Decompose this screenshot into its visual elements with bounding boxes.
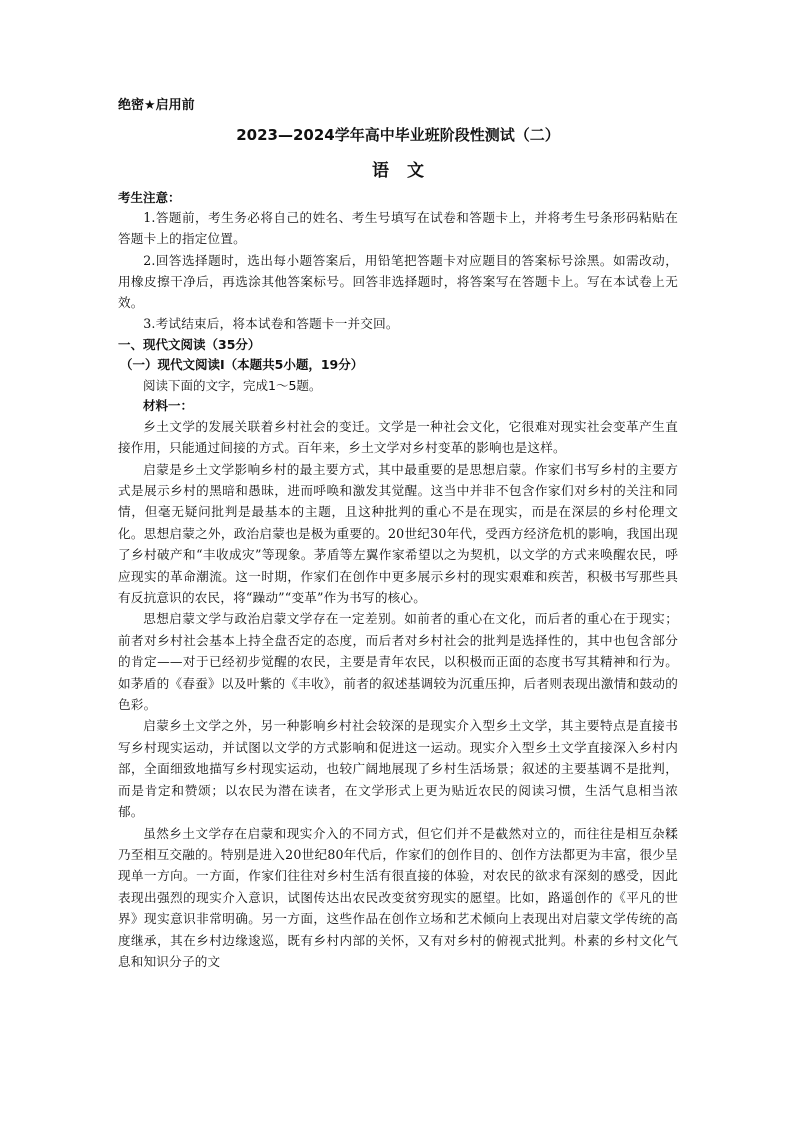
secret-mark: 绝密★启用前	[118, 98, 195, 113]
notice-item: 3.考试结束后，将本试卷和答题卡一并交回。	[143, 316, 399, 332]
notice-item: 2.回答选择题时，选出每小题答案后，用铅笔把答题卡对应题目的答案标号涂黑。如需改动，用橡皮擦干净后，再选涂其他答案标号。回答非选择题时，将答案写在答题卡上。写在本试卷上无效。	[118, 252, 678, 311]
passage-paragraph: 思想启蒙文学与政治启蒙文学存在一定差别。如前者的重心在文化，而后者的重心在于现实；前者对乡村社会基本上持全盘否定的态度，而后者对乡村社会的批判是选择性的，其中也包含部分的肯定——对于已经初步觉醒的农民，主要是青年农民，以积极而正面的态度书写其精神和行为。如茅盾的《春蚕》以及叶紫的《丰收》，前者的叙述基调较为沉重压抑，后者则表现出激情和鼓动的色彩。	[118, 611, 678, 713]
subject-title: 语文	[372, 161, 442, 181]
notice-list	[118, 207, 678, 335]
material-label: 材料一：	[143, 397, 194, 413]
part-title: 一、现代文阅读（35分）	[118, 336, 261, 352]
notice-item: 1.答题前，考生务必将自己的姓名、考生号填写在试卷和答题卡上，并将考生号条形码粘贴在答题卡上的指定位置。	[118, 210, 678, 247]
passage-paragraph: 乡土文学的发展关联着乡村社会的变迁。文学是一种社会文化，它很难对现实社会变革产生直接作用，只能通过间接的方式。百年来，乡土文学对乡村变革的影响也是这样。	[118, 418, 678, 456]
sub-section-title: （一）现代文阅读Ⅰ（本题共5小题，19分）	[120, 356, 364, 372]
exam-page	[118, 96, 678, 972]
exam-title: 2023—2024学年高中毕业班阶段性测试（二）	[236, 126, 560, 144]
passage-paragraph: 启蒙是乡土文学影响乡村的最主要方式，其中最重要的是思想启蒙。作家们书写乡村的主要方式是展示乡村的黑暗和愚昧，进而呼唤和激发其觉醒。这当中并非不包含作家们对乡村的关注和同情，但毫无疑问批判是最基本的主题，且这种批判的重心不是在现实，而是在深层的乡村伦理文化。思想启蒙之外，政治启蒙也是极为重要的。20世纪30年代，受西方经济危机的影响，我国出现了乡村破产和“丰收成灾”等现象。茅盾等左翼作家希望以之为契机，以文学的方式来唤醒农民，呼应现实的革命潮流。这一时期，作家们在创作中更多展示乡村的现实艰难和疾苦，积极书写那些具有反抗意识的农民，将“躁动”“变革”作为书写的核心。	[118, 461, 678, 606]
passage-paragraph: 启蒙乡土文学之外，另一种影响乡村社会较深的是现实介入型乡土文学，其主要特点是直接书写乡村现实运动，并试图以文学的方式影响和促进这一运动。现实介入型乡土文学直接深入乡村内部，全面细致地描写乡村现实运动，也较广阔地展现了乡村生活场景；叙述的主要基调不是批判，而是肯定和赞颂；以农民为潜在读者，在文学形式上更为贴近农民的阅读习惯，生活气息相当浓郁。	[118, 718, 678, 820]
passage-body	[118, 416, 678, 973]
passage-paragraph: 虽然乡土文学存在启蒙和现实介入的不同方式，但它们并不是截然对立的，而往往是相互杂糅乃至相互交融的。特别是进入20世纪80年代后，作家们的创作目的、创作方法都更为丰富，很少呈现单一方向。一方面，作家们往往对乡村生活有很直接的体验，对农民的欲求有深刻的感受，因此表现出强烈的现实介入意识，试图传达出农民改变贫穷现实的愿望。比如，路遥创作的《平凡的世界》现实意识非常明确。另一方面，这些作品在创作立场和艺术倾向上表现出对启蒙文学传统的高度继承，其在乡村边缘逡巡，既有乡村内部的关怀，又有对乡村的俯视式批判。朴素的乡村文化气息和知识分子的文	[118, 825, 678, 969]
notice-heading: 考生注意：	[118, 190, 181, 205]
reading-instruction: 阅读下面的文字，完成1～5题。	[143, 377, 322, 393]
